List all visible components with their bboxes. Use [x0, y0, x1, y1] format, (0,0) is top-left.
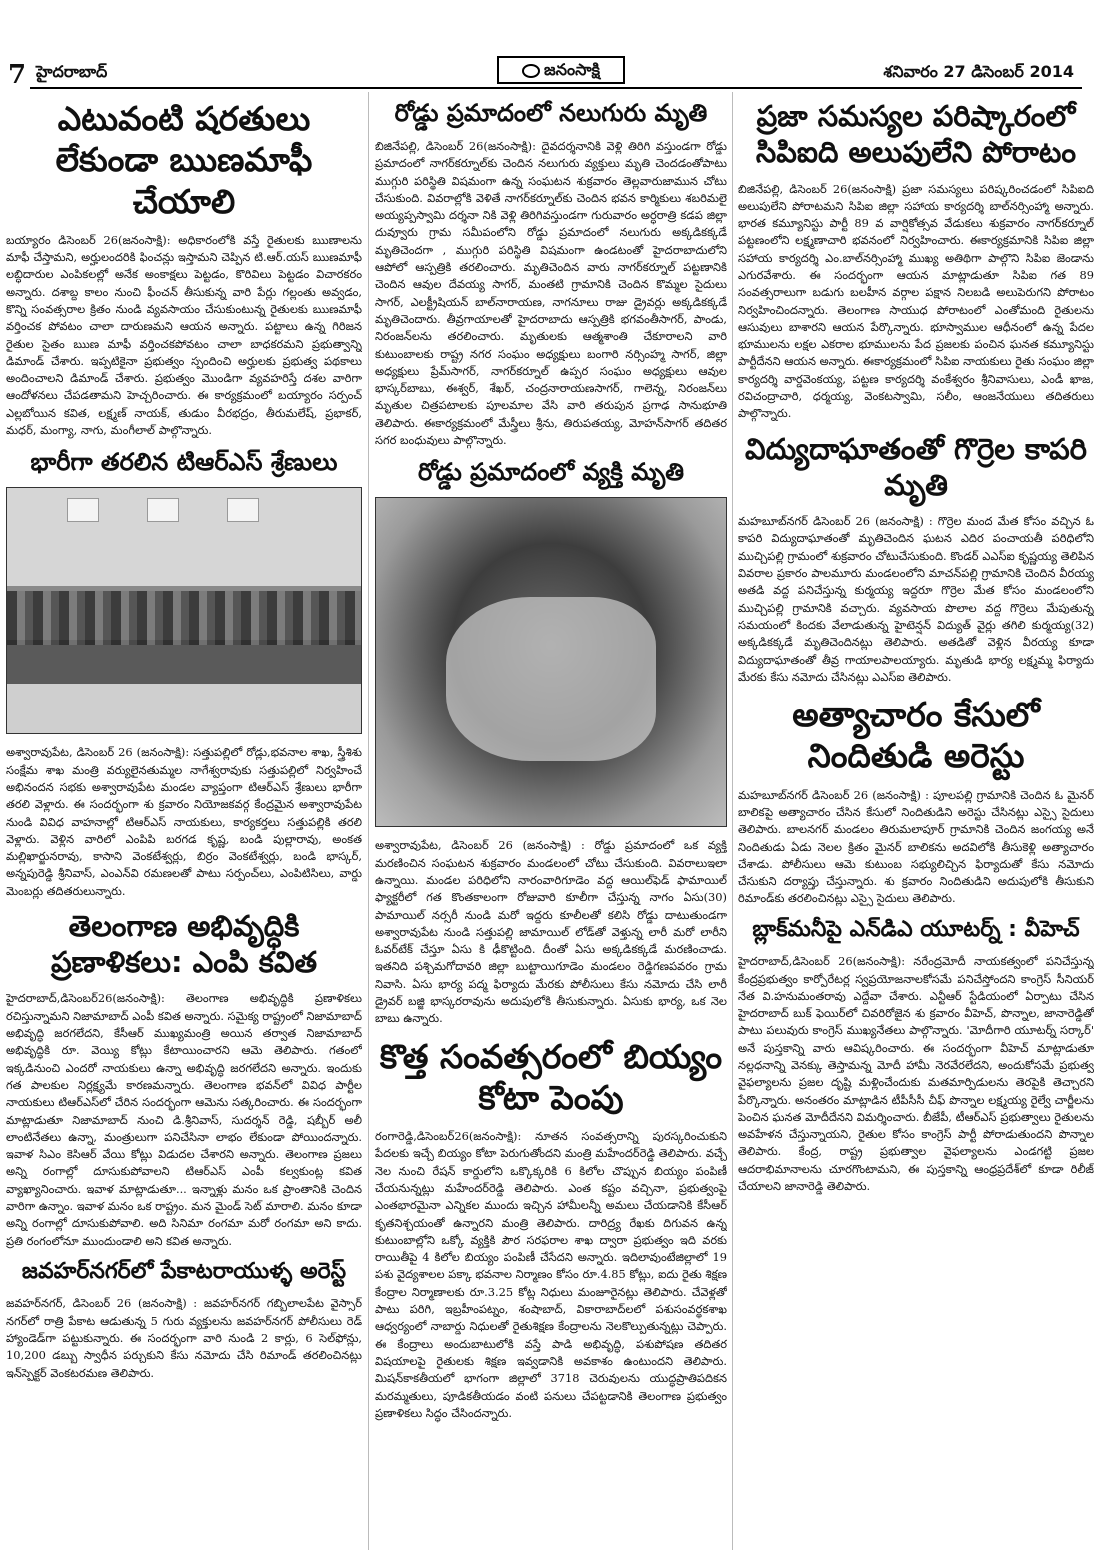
column-divider: [368, 92, 369, 1550]
flag-icon: [147, 498, 179, 522]
article-cpi-struggle: [738, 98, 1094, 423]
headline: బ్లాక్‌మనీపై ఎన్‌డిఎ యూటర్న్ : వీహెచ్: [752, 916, 1080, 942]
article-rice-quota: [375, 1036, 727, 1423]
column-divider: [732, 92, 733, 1550]
news-photo-accident: [375, 497, 727, 827]
headline: అత్యాచారం కేసులో నిందితుడి అరెస్టు: [792, 695, 1040, 776]
figures-shape: [446, 597, 656, 761]
article-loan-waiver: [6, 98, 362, 439]
page-header: [0, 58, 1100, 90]
article-body: మహబూబ్‌నగర్ డిసెంబర్ 26 (జనంసాక్షి) : పూలపల్లి గ్రామానికి చెందిన ఓ మైనర్ బాలికపై అత్యాచారం చేసిన కేసులో నిందితుడిని అరెస్టు చేసినట్లు ఎస్సై సైదులు తెలిపారు. బాలనగర్ మండలం తిరుమలాపూర్ గ్రామానికి చెందిన జంగయ్య అనే నిందితుడు ఏడు నెలల క్రితం మైనర్ బాలికను అదవిలోకి తీసుకెళ్లి అత్యాచారం చేశాడు. పోలీసులు ఆమె కుటుంబ సభ్యులిచ్చిన ఫిర్యాదుతో కేసు నమోదు చేసుకుని దర్యాప్తు చేస్తున్నారు. శు క్రవారం నిందితుడిని అదుపులోకి తీసుకుని రిమాండ్‌కు తరలించినట్లు ఎస్సై సైదులు తెలిపారు.: [738, 787, 1094, 906]
article-gambling-arrest: [6, 1258, 362, 1382]
article-road-accident-four: [375, 98, 727, 449]
article-body: మహబూబ్‌నగర్ డిసెంబర్ 26 (జనంసాక్షి) : గొర్రెల మంద మేత కోసం వచ్చిన ఓ కాపరి విద్యుదాఘాతంతో మృతిచెందిన ఘటన ఎదిర పంచాయతీ పరిధిలోని ముచ్చిపల్లి గ్రామంలో శుక్రవారం చోటుచేసుకుంది. కొండర్ ఎఎస్‌ఐ కృష్ణయ్య తెలిపిన వివరాల ప్రకారం పాలమూరు మండలంలోని మాచన్‌పల్లి గ్రామానికి చెందిన వీరయ్య అతడి వద్ద పనిచేస్తున్న కుర్మయ్య ఇద్దరూ గొర్రెల మేత కోసం మండలంలోని ముచ్చిపల్లి గ్రామానికి వచ్చారు. వ్యవసాయ పొలాల వద్ద గొర్రెలు మేపుతున్న సమయంలో కిందకు వేలాడుతున్న హైటెన్షన్ విద్యుత్ వైర్లు తగిలి కుర్మయ్య(32) అక్కడికక్కడే మృతిచెందినట్లు తెలిపారు. అతడితో వెళ్లిన వీరయ్య కూడా విద్యుదాఘాతంతో తీవ్ర గాయాలపాలయ్యారు. మృతుడి భార్య లక్ష్మమ్మ ఫిర్యాదు మేరకు కేసు నమోదు చేసినట్లు ఎఎస్‌ఐ తెలిపారు.: [738, 514, 1094, 684]
article-body: అశ్వారావుపేట, డిసెంబర్ 26 (జనంసాక్షి): సత్తుపల్లిలో రోడ్లు,భవనాల శాఖ, స్త్రీశిశు సంక్షేమ శాఖ మంత్రి వర్యులైనతుమ్మల నాగేశ్వరావుకు సత్తుపల్లిలో నిర్వహించే అభినందన సభకు అశ్వారావుపేట మండల వ్యాప్తంగా టిఆర్ఎస్ శ్రేణులు భారీగా తరలి వెళ్లారు. ఈ సందర్భంగా శు క్రవారం నియోజకవర్గ కేంద్రమైన అశ్వారావుపేట నుండి వివిధ వాహనాల్లో టిఆర్ఎస్ నాయకులు, కార్యకర్తలు సత్తుపల్లికి తరలి వెళ్లారు. వెళ్లిన వారిలో ఎంపిపి బరగడ కృష్ణ, బండి పుల్లారావు, అంకత మల్లిఖార్జునరావు, కాసాని వెంకటేశ్వర్లు, బిర్రం వెంకటేశ్వర్లు, బండి భాస్కర్, అన్నపురెడ్డి శ్రీనివాస్, ఎంఎన్‌వి రమణలతో పాటు సర్పంచ్‌లు, ఎంపిటిసిలు, వార్డు మెంబర్లు తదితరులున్నారు.: [6, 745, 362, 898]
headline: విద్యుదాఘాతంతో గొర్రెల కాపరి మృతి: [744, 431, 1087, 502]
headline: రోడ్డు ప్రమాదంలో నలుగురు మృతి: [394, 99, 708, 127]
masthead-text: జనంసాక్షి: [544, 60, 600, 79]
article-body: బిజినేపల్లి, డిసెంబర్ 26(జనంసాక్షి): దైవదర్శనానికి వెళ్లి తిరిగి వస్తుండగా రోడ్డు ప్రమాదంలో నాగర్‌కర్నూల్‌కు చెందిన నలుగురు వ్యక్తులు మృతి చెందడంతోపాటు ముగ్గురి పరిస్థితి విషమంగా ఉన్న సంఘటన శుక్రవారం తెల్లవారుజామున చోటు చేసుకుంది. వివరాల్లోకి వెళితే నాగర్‌కర్నూల్‌కు చెందిన భవన కార్మికులు శబరిమలై అయ్యప్పస్వామి దర్శనా నికి వెళ్లి తిరిగివస్తుండగా గురువారం అర్ధరాత్రి కడప జిల్లా దువ్వూరు గ్రామ సమీపంలోని రోడ్డు ప్రమాదంలో నలుగురు అక్కడికక్కడే మృతిచెందగా , ముగ్గురి పరిస్థితి విషమంగా ఉండటంతో హైదరాబాదులోని ఆపోలో ఆస్పత్రికి తరలించారు. మృతిచెందిన వారు నాగర్‌కర్నూల్ పట్టణానికి చెందిన ఆవుల దేవయ్య సాగర్, మంతటి గ్రామానికి చెందిన కొమ్మల సైదులు సాగర్, ఎలక్ట్రీషియన్ బాల్‌నారాయణ, నాగనూలు రాజు డ్రైవర్లు అక్కడికక్కడే మృతిచెందారు. తీవ్రగాయాలతో హైదరాబాదు ఆస్పత్రికి భగవంతీసాగర్, పాండు, నిరంజన్‌లను తరలించారు. మృతులకు ఆత్మశాంతి చేకూరాలని వారి కుటుంబాలకు రాష్ట్ర నగర సంఘం అధ్యక్షులు బంగారి నర్సింహ్మ సాగర్, జిల్లా అధ్యక్షులు ప్రేమ్‌సాగర్, నాగర్‌కర్నూల్ ఉప్పర సంఘం అధ్యక్షులు ఆవుల భాస్కర్‌బాబు, ఈశ్వర్, శేఖర్, చంద్రనారాయణసాగర్, గాలెన్న, నిరంజన్‌లు మృతుల చిత్రపటాలకు పూలమాల వేసి వారి తరుపున ప్రగాఢ సానుభూతి తెలిపారు. ఈకార్యక్రమంలో మేస్త్రీలు శ్రీను, తిరుపతయ్య, మోహన్‌సాగర్ తదితర సగర బంధువులు పాల్గొన్నారు.: [375, 139, 727, 448]
headline: తెలంగాణ అభివృద్ధికి ప్రణాళికలు: ఎంపి కవిత: [50, 908, 318, 980]
article-body: బయ్యారం డిసెంబర్ 26(జనంసాక్షి): అధికారంలోకి వస్తే రైతులకు ఋణాలను మాఫీ చేస్తామని, అర్హులందరికి ఫించన్లు ఇస్తామని చెప్పిన టి.ఆర్.యస్ ఋణమాఫీ లబ్ధిదారుల ఎంపికలల్లో అనేక అంకాక్షలు పెట్టడం, కొరివిలు పెట్టడం విచారకరం అన్నారు. దశాబ్ద కాలం నుంచి ఫీంచన్ తీసుకున్న వారి పేర్లు గల్లంతు అవ్వడం, కొన్ని సంవత్సరాల క్రితం నుండి వ్యవసాయం చేసుకుంటున్న రైతులకు ఋణమాఫీ వర్తించక పోవటం చాలా దారుణమని ఆయన అన్నారు. పట్టాలు ఉన్న గిరిజన రైతుల సైతం ఋణ మాఫీ వర్తించకపోవటం చాలా బాధకరమని ప్రభుత్వాన్ని డిమాండ్ చేశారు. ఇప్పటికైనా ప్రభుత్వం స్పందించి అర్హులకు ప్రభుత్వ పథకాలు అందించాలని డిమాండ్ చేశారు. ప్రభుత్వం మొండిగా వ్యవహరిస్తే దశల వారిగా ఆందోళనలు చేపడతామని హెచ్చరించారు. ఈ కార్యక్రమంలో బయ్యారం సర్పంచ్ ఎల్లబోయిన కవిత, లక్ష్మణ్ నాయక్, తుడుం వీరభద్రం, తీరుమలేష్, ప్రభాకర్, మధర్, మంగ్యా, నాగు, మంగీలాల్ పాల్గొన్నారు.: [6, 232, 362, 438]
article-body: అశ్వారావుపేట, డిసెంబర్ 26 (జనంసాక్షి) : రోడ్డు ప్రమాదంలో ఒక వ్యక్తి మరణించిన సంఘటన శుక్రవారం మండలంలో చోటు చేసుకుంది. వివరాలుఇలా ఉన్నాయి. మండల పరిధిలోని నారంవారిగూడెం వద్ద ఆయిల్‌ఫెడ్ ఫామాయిల్ ఫ్యాక్టరీలో గత కొంతకాలంగా రోజువారి కూలీగా చేస్తున్న నాగం ఏసు(30) పామాయిల్ నర్సరీ నుండి మరో ఇద్దరు కూలీలతో కలిసి రోడ్డు దాటుతుండగా అశ్వారావుపేట నుండి సత్తుపల్లి జామాయిల్ లోడ్‌తో వెళ్తున్న లారీ మరో లారీని ఓవర్‌టేక్ చేస్తూ ఏసు కి ఢీకొట్టింది. దీంతో ఏసు అక్కడికక్కడే మరణించాడు. ఇతనిది పశ్చిమగోదావరి జిల్లా బుట్టాయిగూడెం మండలం రెడ్డిగణపవరం గ్రామ నివాసి. ఏసు భార్య పద్మ ఫిర్యాదు మేరకు పోలీసులు కేసు నమోదు చేసి లారీ డ్రైవర్ బజ్జి భాస్కరరావును అదుపులోకి తీసుకున్నారు. ఏసుకు భార్య, ఒక నెల బాబు ఉన్నారు.: [375, 838, 727, 1026]
article-body: హైదరాబాద్,డిసెంబర్ 26(జనంసాక్షి): నరేంద్రమోదీ నాయకత్వంలో పనిచేస్తున్న కేంద్రప్రభుత్వం కార్పోరేటర్ల స్వప్రయోజనాలకోసమే పనిచేస్తోందని కాంగ్రెస్ సీనియర్ నేత వి.హనుమంతరావు ఎద్దేవా చేశారు. ఎన్టీఆర్ స్టేడియంలో ఏర్పాటు చేసిన హైదరాబాద్ బుక్ ఫెయిర్‌లో చివరిరోజైన శు క్రవారం వీహెచ్, పొన్నాల, జానారెడ్డితో పాటు పలువురు కాంగ్రెస్ ముఖ్యనేతలు పాల్గొన్నారు. 'మోదీగారి యూటర్న్ సర్కార్' అనే పుస్తకాన్ని వారు ఆవిష్కరించారు. ఈ సందర్భంగా వీహెచ్ మాట్లాడుతూ నల్లధనాన్ని వెనక్కు తెస్తామన్న మోదీ హామీ నెరవేరలేదని, అందుకోసమే ప్రభుత్వ వైఫల్యాలను ప్రజల దృష్టి మళ్లించేందుకు మతమార్పిడులను తెరపైకి తెచ్చారని పేర్కొన్నారు. అనంతరం మాట్లాడిన టీపీసీసీ చీఫ్ పొన్నాల లక్ష్మయ్య రైల్వే చార్జీలను పెంచిన ఘనత మోదీదేనని విమర్శించారు. బీజేపీ, టీఆర్ఎస్ ప్రభుత్వాలు రైతులను అవహేళన చేస్తున్నాయని, రైతుల కోసం కాంగ్రెస్ పార్టీ పోరాడుతుందని పొన్నాల తెలిపారు. కేంద్ర, రాష్ట్ర ప్రభుత్వాల వైఫల్యాలను ఎండగట్టి ప్రజల ఆదరాభిమానాలను చూరగొంటామని, ఈ పుస్తకాన్ని ఆంధ్రప్రదేశ్‌లో కూడా రిలీజ్ చేయాలని జానారెడ్డి తెలిపారు.: [738, 954, 1094, 1194]
article-trs-cadre: [6, 447, 362, 900]
flag-icon: [67, 498, 99, 522]
headline: ప్రజా సమస్యల పరిష్కారంలో సిపిఐది అలుపులేని పోరాటం: [755, 99, 1077, 170]
page-number: 7: [8, 60, 27, 90]
article-road-accident-one: [375, 457, 727, 1027]
column-left: [6, 92, 362, 1550]
crowd-shape: [7, 591, 361, 645]
headline: కొత్త సంవత్సరంలో బియ్యం కోటా పెంపు: [379, 1036, 723, 1117]
issue-date: శనివారం 27 డిసెంబర్ 2014: [883, 62, 1074, 81]
column-right: [738, 92, 1094, 1550]
article-body: బిజినేపల్లి, డిసెంబర్ 26(జనంసాక్షి) ప్రజా సమస్యలు పరిష్కరించడంలో సిపిఐది అలుపులేని పోరాటమని సిపిఐ జిల్లా సహాయ కార్యదర్శి బాల్‌నర్సింహ్మా అన్నారు. భారత కమ్యూనిస్టు పార్టీ 89 వ వార్షికోత్సవ వేడుకలు శుక్రవారం నాగర్‌కర్నూల్ పట్టణంలోని లక్ష్మణాచారి భవనంలో నిర్వహించారు. ఈకార్యక్రమానికి సిపిఐ జిల్లా సహాయ కార్యదర్శి ఎం.బాల్‌నర్సింహ్మా ముఖ్య అతిథిగా పాల్గొని సిపిఐ జెండాను ఎగురవేశారు. ఈ సందర్భంగా ఆయన మాట్లాడుతూ సిపిఐ గత 89 సంవత్సరాలుగా బడుగు బలహీన వర్గాల పక్షాన నిలబడి అలుపెరుగని పోరాటం నిర్వహించిందన్నారు. తెలంగాణ సాయుధ పోరాటంలో ఎంతోమంది రైతులను ఆసువులు బాశారని ఆయన పేర్కొన్నారు. భూస్వాముల ఆధీనంలో ఉన్న పేదల భూములను లక్షల ఎకరాల భూములను పేద ప్రజలకు పంచిన ఘనత కమ్యూనిస్టు పార్టీదేనని ఆయన అన్నారు. ఈకార్యక్రమంలో సిపిఐ నాయకులు రైతు సంఘం జిల్లా కార్యదర్శి వార్డవెంకయ్య, పట్టణ కార్యదర్శి వంకేశ్వరం శ్రీనివాసులు, ఎండీ ఖాజ, రవిచంద్రాచారి, ధర్మయ్య, వెంకటస్వామి, సలీం, ఆంజనేయులు తదితరులు పాల్గొన్నారు.: [738, 181, 1094, 421]
headline: ఎటువంటి షరతులు లేకుండా ఋణమాఫీ చేయాలి: [55, 99, 313, 221]
flag-icon: [227, 498, 259, 522]
headline: భారీగా తరలిన టిఆర్ఎస్ శ్రేణులు: [30, 448, 338, 477]
masthead-logo: [497, 56, 625, 84]
header-rule: [30, 87, 1082, 89]
news-photo-crowd: [6, 487, 362, 734]
article-body: జవహర్‌నగర్, డిసెంబర్ 26 (జనంసాక్షి) : జవహర్‌నగర్ గబ్బిలాలపేట వైస్సార్ నగర్‌లో రాత్రి పేకాట ఆడుతున్న 5 గురు వ్యక్తులను జవహర్‌నగర్ పోలీసులు రెడ్ హ్యాండెడ్‌గా పట్టుకున్నారు. ఈ సందర్భంగా వారి నుండి 2 కార్లు, 6 సెల్‌ఫోన్లు, 10,200 డబ్బు స్వాధీన పర్చుకుని కేసు నమోదు చేసి రిమాండ్ తరలించినట్లు ఇన్‌స్పెక్టర్ వెంకటరమణ తెలిపారు.: [6, 1296, 362, 1380]
headline: రోడ్డు ప్రమాదంలో వ్యక్తి మృతి: [418, 458, 684, 487]
article-body: రంగారెడ్డి,డిసెంబర్26(జనంసాక్షి): నూతన సంవత్సరాన్ని పురస్కరించుకుని పేదలకు ఇచ్చే బియ్యం కోటా పెరుగుతోందని మంత్రి మహేందర్‌రెడ్డి తెలిపారు. వచ్చే నెల నుంచి రేషన్ కార్డులోని ఒక్కొక్కరికి 6 కిలోల చొప్పున బియ్యం పంపిణీ చేయనున్నట్లు మహేందర్‌రెడ్డి తెలిపారు. ఎంత కష్టం వచ్చినా, ప్రభుత్వంపై ఎంతభారమైనా ఎన్నికల ముందు ఇచ్చిన హామీలన్నీ అమలు చేయడానికి కేసీఆర్ కృతనిశ్చయంతో ఉన్నారని మంత్రి తెలిపారు. దారిద్ర్య రేఖకు దిగువన ఉన్న కుటుంబాల్లోని ఒక్కో వ్యక్తికి పౌర సరఫరాల శాఖ ద్వారా ప్రభుత్వం ఇది వరకు రాయితీపై 4 కిలోల బియ్యం పంపిణీ చేసేదని అన్నారు. ఇదిలావుంటేజిల్లాలో 19 పశు వైద్యశాలల పక్కా భవనాల నిర్మాణం కోసం రూ.4.85 కోట్లు, ఐదు రైతు శిక్షణ కేంద్రాల నిర్మాణాలకు రూ.3.25 కోట్ల నిధులు మంజూరైనట్లు తెలిపారు. చేవెళ్లతో పాటు పరిగి, ఇబ్రహీంపట్నం, శంషాబాద్, వికారాబాద్‌లలో పశుసంవర్థకశాఖ ఆధ్వర్యంలో నాబార్డు నిధులతో రైతుశిక్షణ కేంద్రాలను నెలకొల్పుతున్నట్లు చెప్పారు. ఈ కేంద్రాలు అందుబాటులోకి వస్తే పాడి అభివృద్ధి, పశుపోషణ తదితర విషయాలపై రైతులకు శిక్షణ ఇవ్వడానికి అవకాశం ఉంటుందని తెలిపారు. మిషన్‌కాకతీయలో భాగంగా జిల్లాలో 3718 చెరువులను యుద్ధప్రాతిపదికన మరమ్మతులు, పూడికతీయడం వంటి పనులు చేపట్టడానికి తెలంగాణ ప్రభుత్వం ప్రణాళికలు సిద్ధం చేసిందన్నారు.: [375, 1129, 727, 1420]
article-black-money: [738, 916, 1094, 1196]
headline: జవహర్‌నగర్‌లో పేకాటరాయుళ్ళ అరెస్ట్: [21, 1258, 347, 1284]
eye-icon: [522, 64, 540, 78]
edition-location: హైదరాబాద్: [36, 62, 108, 81]
column-middle: [375, 92, 727, 1550]
article-body: హైదరాబాద్,డిసెంబర్26(జనంసాక్షి): తెలంగాణ అభివృద్ధికి ప్రణాళికలు రచిస్తున్నామని నిజామాబాద్ ఎంపీ కవిత అన్నారు. సమైక్య రాష్ట్రంలో నిజామాబాద్ అభివృద్ధి జరగలేదని, కేసీఆర్ ముఖ్యమంత్రి అయిన తర్వాత నిజామాబాద్ అభివృద్ధికి రూ. వెయ్యి కోట్లు కేటాయించారని ఆమె తెలిపారు. గతంలో ఇక్కడినుంచి ఎందరో నాయకులు ఉన్నా అభివృద్ధి జరగలేదని అన్నారు. ఇందుకు గత పాలకుల నిర్లక్ష్యమే కారణమన్నారు. తెలంగాణ భవన్‌లో వివిధ పార్టీల నాయకులు టిఆర్ఎస్‌లో చేరిన సందర్భంగా ఆమెను సత్కరించారు. ఈ సందర్భంగా మాట్లాడుతూ నిజామాబాద్ నుంచి డి.శ్రీనివాస్, సుదర్శన్ రెడ్డి, షబ్బీర్ అలీ లాంటినేతలు ఉన్నా, మంత్రులుగా పనిచేసినా లాభం లేకుండా పోయిందన్నారు. ఇవాళ సిఎం కెసిఆర్ వేయి కోట్లు విడుదల చేశారని అన్నారు. తెలంగాణ ప్రజలు అన్ని రంగాల్లో దూసుకుపోవాలని టిఆర్ఎస్ ఎంపీ కల్వకుంట్ల కవిత వ్యాఖ్యానించారు. ఇవాళ మాట్లాడుతూ... ఇన్నాళ్లు మనం ఒక ప్రాంతానికి చెందిన వారిగా ఉన్నాం. ఇవాళ మనం ఒక రాష్ట్రం. మన మైండ్ సెట్ మారాలి. మనం కూడా అన్ని రంగాల్లో దూసుకుపోవాలి. అది సినిమా రంగమా మరో రంగమా అని కాదు. ప్రతి రంగంలోనూ ముందుండాలి అని కవిత అన్నారు.: [6, 991, 362, 1248]
article-electrocution: [738, 431, 1094, 686]
article-rape-arrest: [738, 694, 1094, 908]
article-kavitha: [6, 908, 362, 1250]
